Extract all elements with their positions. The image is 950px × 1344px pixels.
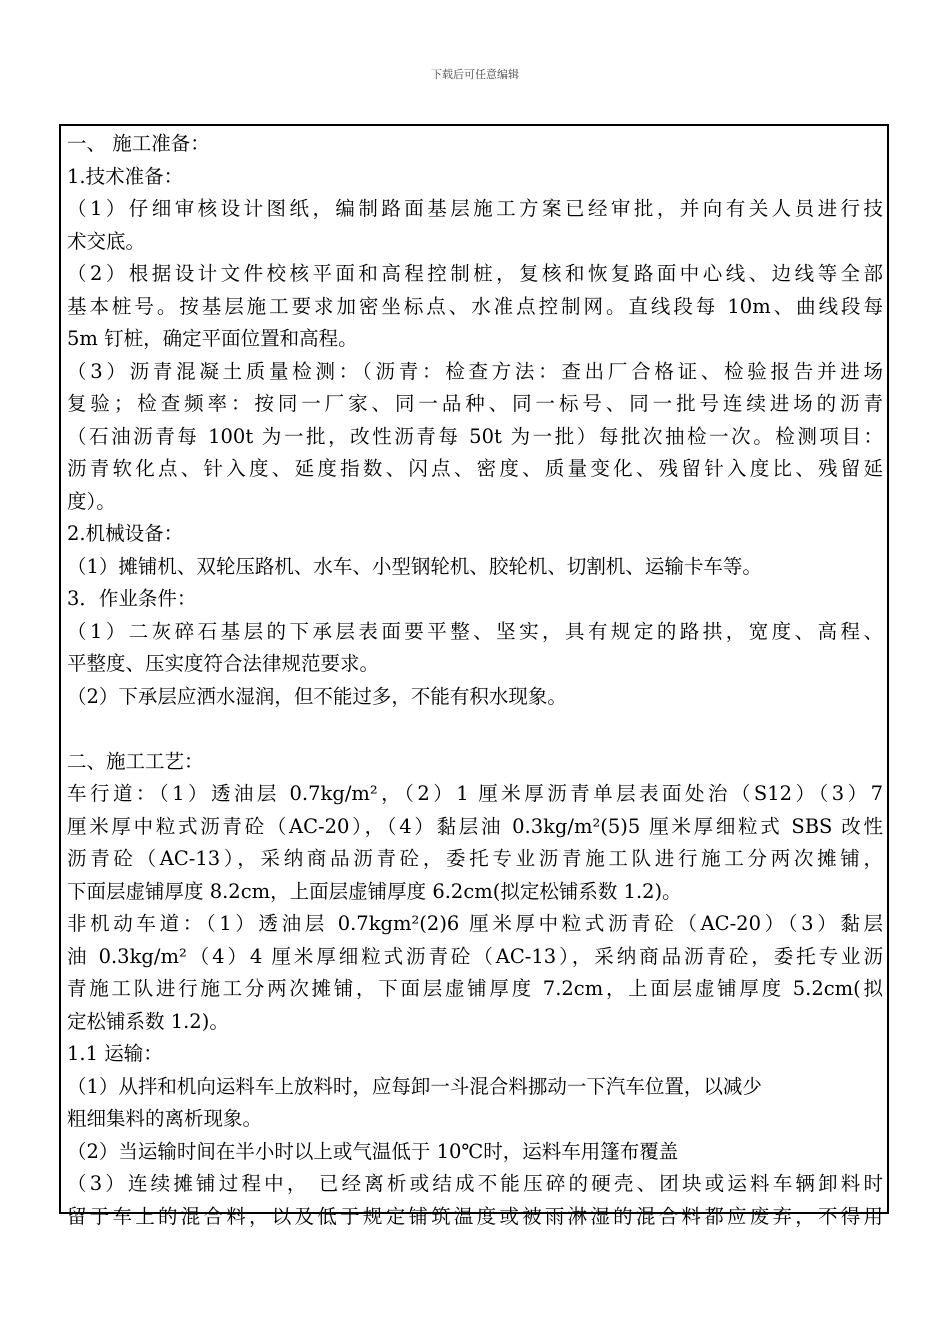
- text-line: （1）摊铺机、双轮压路机、水车、小型钢轮机、胶轮机、切割机、运输卡车等。: [67, 554, 762, 578]
- text-line: （2）当运输时间在半小时以上或气温低于 10℃时，运料车用篷布覆盖: [67, 1139, 679, 1163]
- text-line: 青施工队进行施工分两次摊铺，下面层虚铺厚度 7.2cm，上面层虚铺厚度 5.2cm(拟: [67, 977, 883, 1000]
- text-line: 基本桩号。按基层施工要求加密坐标点、水准点控制网。直线段每 10m、曲线段每: [67, 294, 883, 318]
- text-line: （3）连续摊铺过程中， 已经离析或结成不能压碎的硬壳、团块或运料车辆卸料时: [67, 1172, 883, 1195]
- text-line: （石油沥青每 100t 为一批，改性沥青每 50t 为一批）每批次抽检一次。检测项目：: [67, 424, 883, 448]
- text-line: 5m 钉桩，确定平面位置和高程。: [67, 327, 358, 350]
- text-line: 定松铺系数 1.2)。: [67, 1009, 229, 1033]
- blank-line: [67, 713, 883, 746]
- text-line: 度）。: [67, 489, 116, 513]
- text-line: 3．作业条件：: [67, 587, 197, 610]
- text-line: 油 0.3kg/m²（4）4 厘米厚细粒式沥青砼（AC-13），采纳商品沥青砼，委托专业沥: [67, 944, 883, 968]
- text-line: 平整度、压实度符合法律规范要求。: [67, 652, 380, 675]
- document-body: [67, 128, 883, 1233]
- text-line: 沥青软化点、针入度、延度指数、闪点、密度、质量变化、残留针入度比、残留延: [67, 457, 883, 480]
- text-line: 沥青砼（AC-13），采纳商品沥青砼，委托专业沥青施工队进行施工分两次摊铺，: [67, 847, 883, 870]
- text-line: （2）下承层应洒水湿润，但不能过多，不能有积水现象。: [67, 684, 567, 708]
- text-line: 车行道：（1）透油层 0.7kg/m²，（2）1 厘米厚沥青单层表面处治（S12）（3）7: [67, 782, 883, 805]
- text-line: 下面层虚铺厚度 8.2cm，上面层虚铺厚度 6.2cm(拟定松铺系数 1.2)。: [67, 879, 682, 903]
- text-line: 粗细集料的离析现象。: [67, 1107, 263, 1130]
- text-line: 非机动车道：（1）透油层 0.7kgm²(2)6 厘米厚中粒式沥青砼（AC-20）（3）黏层: [67, 912, 883, 935]
- text-line: 厘米厚中粒式沥青砼（AC-20），（4）黏层油 0.3kg/m²(5)5 厘米厚细粒式 SBS 改性: [67, 814, 883, 838]
- text-line: （1）从拌和机向运料车上放料时，应每卸一斗混合料挪动一下汽车位置，以减少: [67, 1074, 762, 1098]
- page-header-note: 下载后可任意编辑: [431, 68, 519, 81]
- text-line: 2.机械设备：: [67, 522, 184, 545]
- text-line: 术交底。: [67, 229, 146, 253]
- text-line: 二、施工工艺：: [67, 749, 204, 773]
- text-line: 留于车上的混合料，以及低于规定铺筑温度或被雨淋湿的混合料都应废弃，不得用: [67, 1204, 883, 1228]
- text-line: （1）二灰碎石基层的下承层表面要平整、坚实，具有规定的路拱，宽度、高程、: [67, 619, 883, 643]
- text-line: 1.1 运输：: [67, 1042, 163, 1065]
- text-line: 复验；检查频率：按同一厂家、同一品种、同一标号、同一批号连续进场的沥青: [67, 392, 883, 415]
- text-line: （2）根据设计文件校核平面和高程控制桩，复核和恢复路面中心线、边线等全部: [67, 262, 883, 285]
- text-line: （3）沥青混凝土质量检测：（沥青：检查方法：查出厂合格证、检验报告并进场: [67, 359, 883, 383]
- text-line: （1）仔细审核设计图纸，编制路面基层施工方案已经审批，并向有关人员进行技: [67, 197, 883, 220]
- text-line: 一、 施工准备：: [67, 132, 210, 155]
- text-line: 1.技术准备：: [67, 164, 184, 188]
